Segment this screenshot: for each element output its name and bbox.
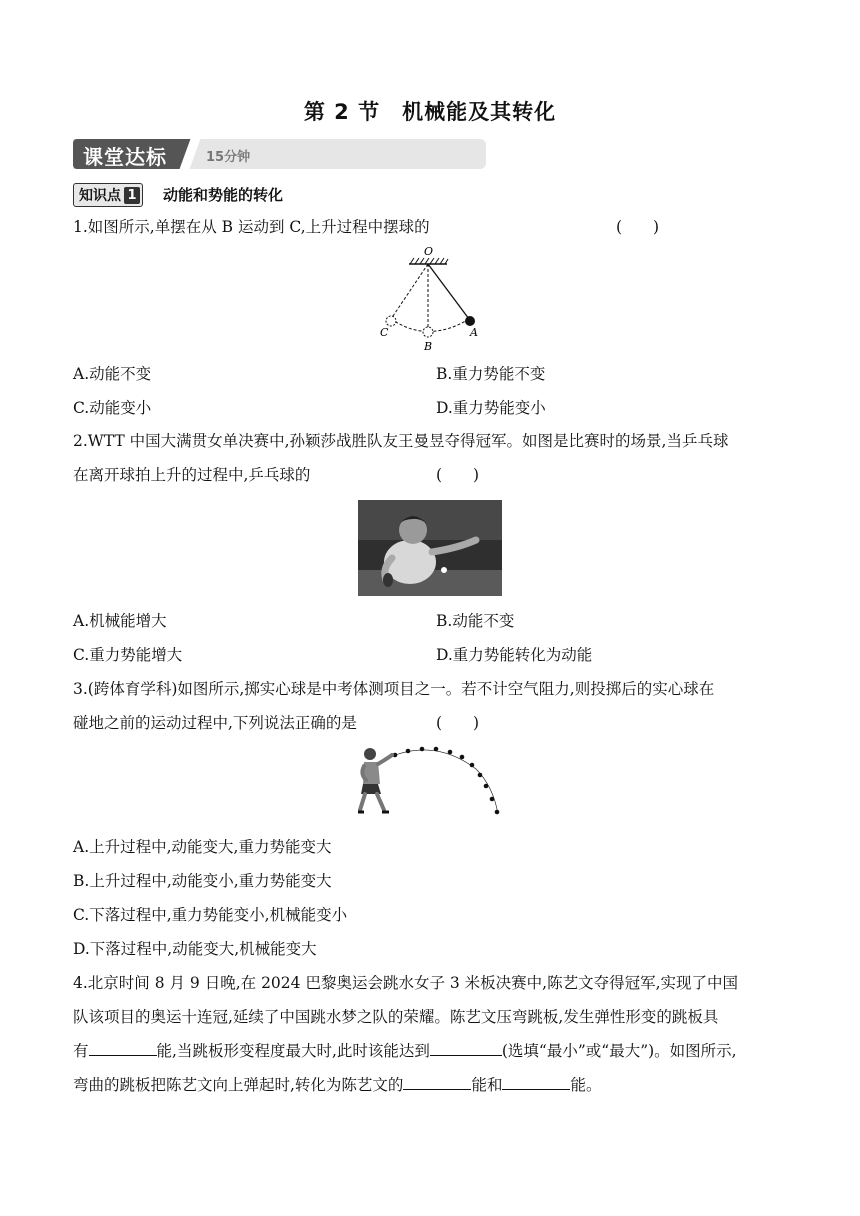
q3-option-a[interactable]: A.上升过程中,动能变大,重力势能变大: [73, 838, 332, 856]
q4-line4-part-a: 弯曲的跳板把陈艺文向上弹起时,转化为陈艺文的: [73, 1076, 404, 1094]
q1-option-a[interactable]: A.动能不变: [73, 365, 152, 383]
q1-option-b[interactable]: B.重力势能不变: [436, 365, 546, 383]
label-a: A: [470, 326, 478, 339]
q1-option-c[interactable]: C.动能变小: [73, 399, 152, 417]
q4-stem-line3: [73, 1034, 737, 1068]
q4-stem-line2: 队该项目的奥运十连冠,延续了中国跳水梦之队的荣耀。陈艺文压弯跳板,发生弹性形变的跳板具: [73, 1008, 719, 1026]
q4-line3-part-c: (选填“最小”或“最大”)。如图所示,: [501, 1042, 737, 1060]
q1-option-d[interactable]: D.重力势能变小: [436, 399, 546, 417]
table-tennis-photo: [358, 500, 502, 596]
q2-option-a[interactable]: A.机械能增大: [73, 612, 167, 630]
q1-stem: 1.如图所示,单摆在从 B 运动到 C,上升过程中摆球的: [73, 218, 430, 236]
q3-stem-line1: 3.(跨体育学科)如图所示,掷实心球是中考体测项目之一。若不计空气阻力,则投掷后的实心球在: [73, 680, 715, 698]
banner-label: 课堂达标: [83, 145, 167, 169]
q4-blank-2[interactable]: [430, 1037, 502, 1056]
q2-stem-line1: 2.WTT 中国大满贯女单决赛中,孙颖莎战胜队友王曼昱夺得冠军。如图是比赛时的场景,当乒乓球: [73, 432, 729, 450]
q3-option-b[interactable]: B.上升过程中,动能变小,重力势能变大: [73, 872, 332, 890]
q4-stem-line4: [73, 1068, 601, 1102]
q4-blank-1[interactable]: [89, 1037, 157, 1056]
q2-option-d[interactable]: D.重力势能转化为动能: [436, 646, 593, 664]
knowledge-point-tag: [73, 183, 143, 207]
label-c: C: [380, 326, 389, 339]
knowledge-point-title: 动能和势能的转化: [163, 186, 284, 204]
page-title: 第 2 节 机械能及其转化: [303, 100, 557, 124]
q2-option-b[interactable]: B.动能不变: [436, 612, 515, 630]
q2-option-c[interactable]: C.重力势能增大: [73, 646, 183, 664]
label-o: O: [424, 245, 434, 258]
q4-line3-part-a: 有: [73, 1042, 89, 1060]
q3-option-d[interactable]: D.下落过程中,动能变大,机械能变大: [73, 940, 317, 958]
label-b: B: [424, 340, 433, 353]
q3-stem-line2: 碰地之前的运动过程中,下列说法正确的是: [73, 714, 357, 732]
knowledge-point-label: 知识点: [79, 188, 121, 204]
photo-illustration: [358, 500, 502, 596]
q3-option-c[interactable]: C.下落过程中,重力势能变小,机械能变小: [73, 906, 348, 924]
banner-time: 15分钟: [206, 150, 251, 165]
shot-put-figure: [358, 744, 504, 818]
q4-line4-part-b: 能和: [471, 1076, 503, 1094]
q2-stem-line2: 在离开球拍上升的过程中,乒乓球的: [73, 466, 311, 484]
q4-line4-part-c: 能。: [570, 1076, 602, 1094]
q1-answer-paren: ( ): [616, 218, 660, 236]
knowledge-point-number: 1: [124, 187, 140, 204]
q4-blank-3[interactable]: [403, 1071, 471, 1090]
q2-answer-paren: ( ): [436, 466, 480, 484]
q4-blank-4[interactable]: [502, 1071, 570, 1090]
q4-line3-part-b: 能,当跳板形变程度最大时,此时该能达到: [156, 1042, 430, 1060]
section-banner: [73, 139, 486, 169]
q4-stem-line1: 4.北京时间 8 月 9 日晚,在 2024 巴黎奥运会跳水女子 3 米板决赛中,陈艺文夺得冠军,实现了中国: [73, 974, 739, 992]
pendulum-figure: [372, 244, 492, 354]
q3-answer-paren: ( ): [436, 714, 480, 732]
